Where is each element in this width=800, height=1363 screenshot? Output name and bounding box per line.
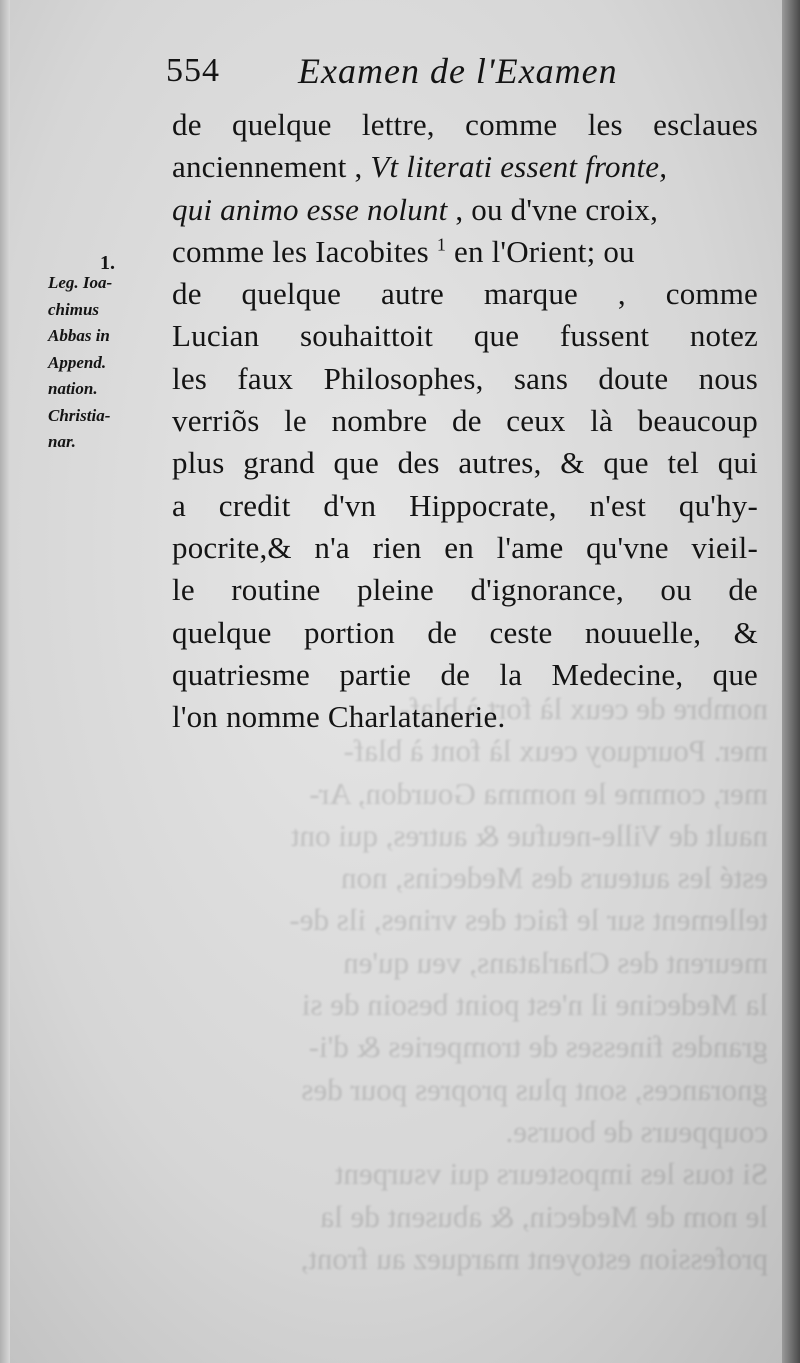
text-line: quatriesme partie de la Medecine, que bbox=[172, 656, 758, 692]
text-line: a credit d'vn Hippocrate, n'est qu'hy- bbox=[172, 487, 758, 523]
text-line: de quelque lettre, comme les esclaues bbox=[172, 107, 758, 142]
page-number: 554 bbox=[166, 52, 220, 89]
text-segment: anciennement , bbox=[172, 149, 371, 185]
page-right-edge bbox=[782, 0, 800, 1363]
marginal-note-line: chimus bbox=[48, 299, 100, 319]
text-line bbox=[172, 189, 758, 231]
text-segment: en l'Orient; ou bbox=[446, 233, 635, 269]
marginal-note-line: nation. bbox=[48, 379, 98, 398]
text-line bbox=[172, 231, 758, 273]
footnote-reference: 1 bbox=[436, 234, 447, 255]
text-line: les faux Philosophes, sans doute nous bbox=[172, 360, 758, 396]
marginal-note bbox=[48, 270, 164, 456]
body-text bbox=[172, 104, 758, 738]
marginal-note-line: Abbas in bbox=[48, 326, 110, 345]
page-header bbox=[162, 46, 762, 106]
text-line: quelque portion de ceste nouuelle, & bbox=[172, 614, 758, 650]
marginal-note-marker: 1. bbox=[100, 252, 115, 274]
text-segment: comme les Iacobites bbox=[172, 233, 429, 269]
latin-phrase: qui animo esse nolunt bbox=[172, 191, 448, 227]
running-title: Examen de l'Examen bbox=[298, 51, 618, 91]
text-line: l'on nomme Charlatanerie. bbox=[172, 699, 506, 735]
text-line: de quelque autre marque , comme bbox=[172, 276, 758, 312]
page-left-edge bbox=[0, 0, 10, 1363]
text-line: Lucian souhaittoit que fussent notez bbox=[172, 318, 758, 354]
marginal-note-line: nar. bbox=[48, 432, 76, 451]
marginal-note-line: Christia- bbox=[48, 405, 111, 425]
show-through-text: nombre de ceux là fort à blaf- mer. Pourquoy ceux là font à blaf- mer, comme le nomma Gourdon, Ar- nault de Ville-neufue & autres, qui ont esté les auteurs des Medecins, non tellement sur le faict des vrines, ils de- meurent des Charlatans, veu qu'en la Medecine il n'est point besoin de si grandes finesses de tromperies & d'i- gnorances, sont plus propres pour des couppeurs de bourse. Si tous les imposteurs qui vsurpent le nom de Medecin, & abusent de la profession estoyent marquez au front, bbox=[289, 691, 768, 1276]
text-segment: , ou d'vne croix, bbox=[447, 191, 659, 227]
marginal-note-line: Append. bbox=[48, 352, 107, 372]
text-line: le routine pleine d'ignorance, ou de bbox=[172, 572, 758, 608]
text-line bbox=[172, 146, 758, 188]
text-line: verriõs le nombre de ceux là beaucoup bbox=[172, 403, 758, 439]
text-line: pocrite,& n'a rien en l'ame qu'vne vieil- bbox=[172, 529, 758, 565]
latin-phrase: Vt literati essent fronte, bbox=[370, 149, 668, 185]
text-line: plus grand que des autres, & que tel qui bbox=[172, 445, 758, 481]
marginal-note-line: Leg. Ioa- bbox=[48, 273, 113, 292]
